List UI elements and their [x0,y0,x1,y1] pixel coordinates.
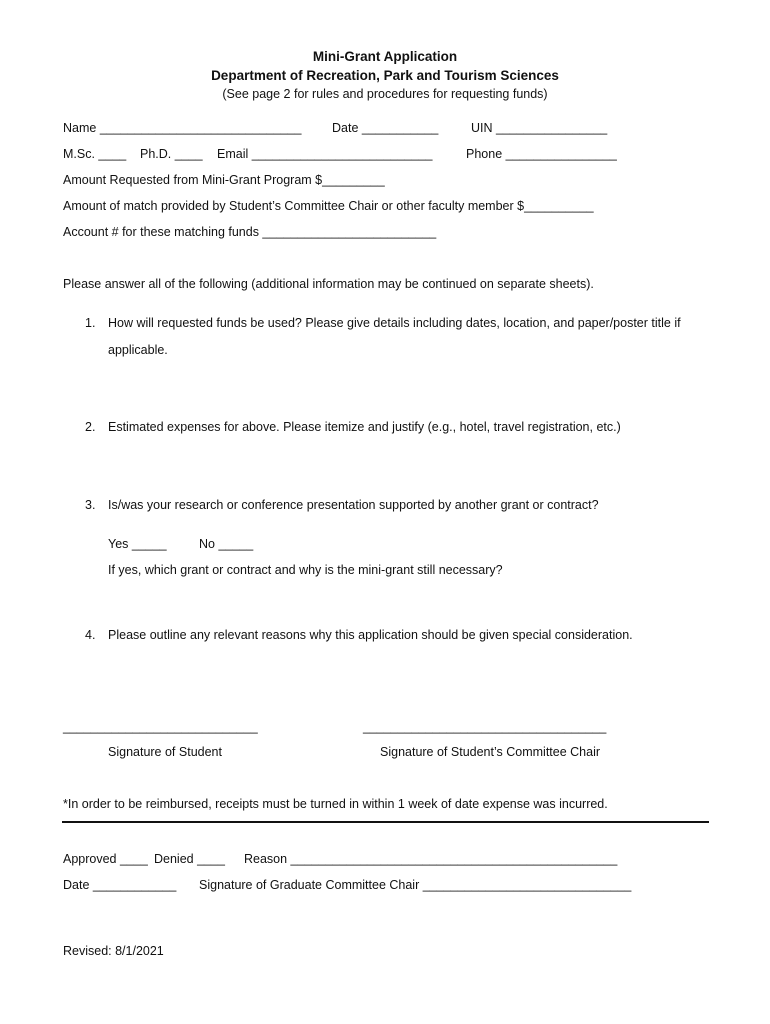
question-2-text: Estimated expenses for above. Please itemize and justify (e.g., hotel, travel registration, etc.) [108,420,621,434]
no-field[interactable]: No _____ [199,537,254,551]
question-1-text: How will requested funds be used? Please give details including dates, location, and paper/poster title if [108,316,681,330]
question-4-number: 4. [85,628,96,642]
question-1-text-cont: applicable. [108,343,168,357]
reason-field[interactable]: Reason _______________________________________________ [244,852,618,866]
date-field[interactable]: Date ___________ [332,121,439,135]
question-3-followup: If yes, which grant or contract and why is the mini-grant still necessary? [108,563,503,577]
revised-date: Revised: 8/1/2021 [63,944,164,958]
question-2-number: 2. [85,420,96,434]
approved-field[interactable]: Approved ____ [63,852,148,866]
account-field[interactable]: Account # for these matching funds _________________________ [63,225,437,239]
name-field[interactable]: Name _____________________________ [63,121,302,135]
grad-chair-signature-field[interactable]: Signature of Graduate Committee Chair ______________________________ [199,878,632,892]
section-divider [62,821,709,823]
student-signature-line[interactable]: ____________________________ [63,720,258,734]
denied-field[interactable]: Denied ____ [154,852,225,866]
reimbursement-note: *In order to be reimbursed, receipts must be turned in within 1 week of date expense was incurred. [63,797,608,811]
form-title: Mini-Grant Application [312,49,458,64]
department-name: Department of Recreation, Park and Tourism Sciences [211,68,559,83]
question-3-number: 3. [85,498,96,512]
question-1-number: 1. [85,316,96,330]
yes-field[interactable]: Yes _____ [108,537,167,551]
chair-signature-line[interactable]: ___________________________________ [363,720,607,734]
email-field[interactable]: Email __________________________ [217,147,433,161]
office-date-field[interactable]: Date ____________ [63,878,177,892]
phone-field[interactable]: Phone ________________ [466,147,617,161]
uin-field[interactable]: UIN ________________ [471,121,608,135]
rules-note: (See page 2 for rules and procedures for requesting funds) [222,87,548,101]
phd-field[interactable]: Ph.D. ____ [140,147,203,161]
msc-field[interactable]: M.Sc. ____ [63,147,127,161]
question-4-text: Please outline any relevant reasons why this application should be given special consideration. [108,628,633,642]
chair-signature-label: Signature of Student’s Committee Chair [380,745,601,759]
instructions-text: Please answer all of the following (additional information may be continued on separate sheets). [63,277,594,291]
question-3-text: Is/was your research or conference presentation supported by another grant or contract? [108,498,599,512]
amount-requested-field[interactable]: Amount Requested from Mini-Grant Program $_________ [63,173,385,187]
amount-match-field[interactable]: Amount of match provided by Student’s Committee Chair or other faculty member $__________ [63,199,594,213]
student-signature-label: Signature of Student [108,745,222,759]
